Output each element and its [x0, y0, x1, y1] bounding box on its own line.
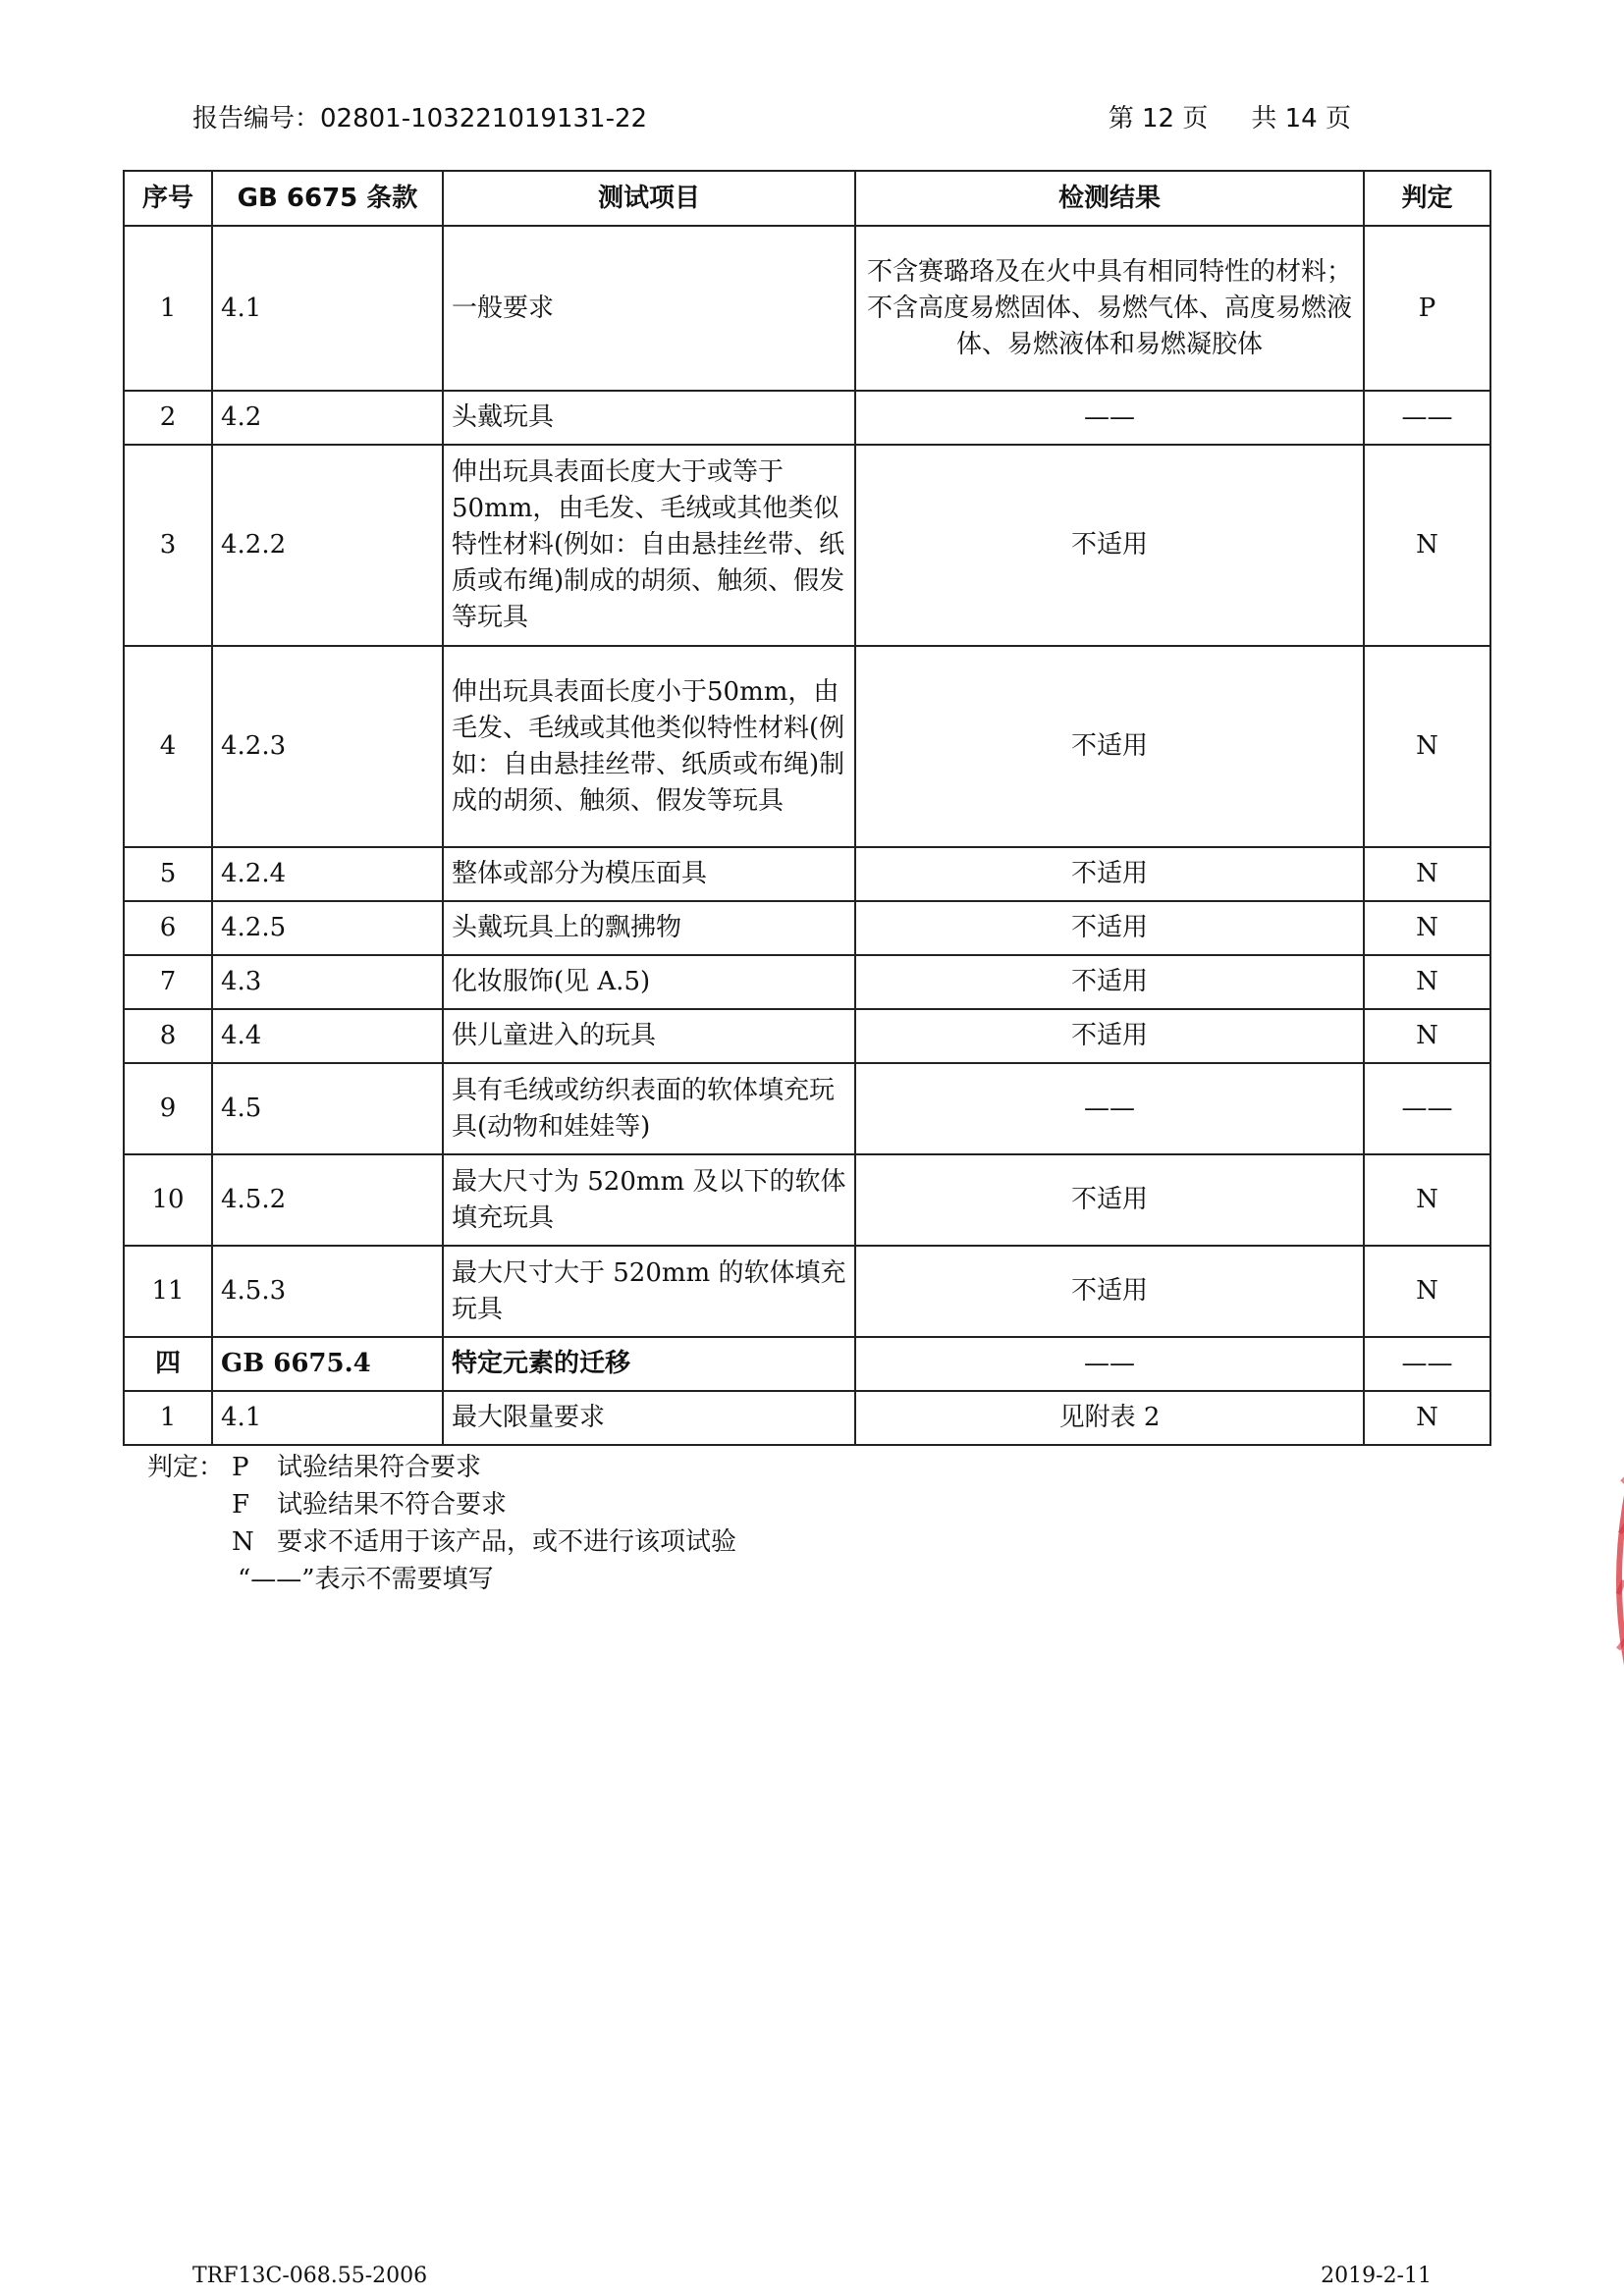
- cell-no: 1: [124, 226, 212, 391]
- table-row: [124, 1063, 1490, 1154]
- cell-no: 6: [124, 901, 212, 955]
- table-header-row: [124, 171, 1490, 226]
- cell-clause: 4.5.2: [212, 1154, 443, 1246]
- footer-date: 2019-2-11: [1321, 2264, 1432, 2288]
- cell-no: 10: [124, 1154, 212, 1246]
- section-row: [124, 1337, 1490, 1391]
- cell-item: 最大限量要求: [443, 1391, 855, 1445]
- cell-item: 整体或部分为模压面具: [443, 847, 855, 901]
- cell-result: 见附表 2: [855, 1391, 1364, 1445]
- cell-result: 不适用: [855, 1154, 1364, 1246]
- legend-note: “——”表示不需要填写: [238, 1565, 494, 1594]
- cell-result: [855, 226, 1364, 391]
- table-row: [124, 955, 1490, 1009]
- cell-no: 2: [124, 391, 212, 445]
- column-header-item: 测试项目: [443, 171, 855, 226]
- cell-result: 不适用: [855, 847, 1364, 901]
- legend-code: N: [232, 1527, 254, 1557]
- cell-clause: 4.1: [212, 1391, 443, 1445]
- cell-judge: N: [1364, 1391, 1490, 1445]
- page-header: [192, 98, 1351, 137]
- column-header-judge: 判定: [1364, 171, 1490, 226]
- column-header-no: 序号: [124, 171, 212, 226]
- table-row: [124, 445, 1490, 646]
- page-info: [1109, 98, 1351, 134]
- cell-item: 头戴玩具上的飘拂物: [443, 901, 855, 955]
- cell-no: 四: [124, 1337, 212, 1391]
- cell-result: 不适用: [855, 445, 1364, 646]
- table-row: [124, 226, 1490, 391]
- cell-judge: ——: [1364, 1337, 1490, 1391]
- cell-no: 4: [124, 646, 212, 847]
- cell-item: 特定元素的迁移: [443, 1337, 855, 1391]
- table-row: [124, 847, 1490, 901]
- cell-clause: 4.1: [212, 226, 443, 391]
- page-number: 第 12 页: [1108, 104, 1209, 133]
- column-header-clause: GB 6675 条款: [212, 171, 443, 226]
- legend-prefix: 判定：: [147, 1453, 225, 1482]
- cell-result: 不适用: [855, 955, 1364, 1009]
- cell-item: 伸出玩具表面长度小于50mm，由毛发、毛绒或其他类似特性材料(例如：自由悬挂丝带、纸质或布绳)制成的胡须、触须、假发等玩具: [443, 646, 855, 847]
- legend-code: P: [232, 1453, 249, 1482]
- table-row: [124, 646, 1490, 847]
- cell-clause: GB 6675.4: [212, 1337, 443, 1391]
- table-row: [124, 1391, 1490, 1445]
- cell-clause: 4.2.5: [212, 901, 443, 955]
- table-row: [124, 391, 1490, 445]
- cell-clause: 4.2.2: [212, 445, 443, 646]
- cell-item: 一般要求: [443, 226, 855, 391]
- cell-result: ——: [855, 1063, 1364, 1154]
- cell-clause: 4.4: [212, 1009, 443, 1063]
- report-number: 报告编号：02801-103221019131-22: [192, 104, 648, 133]
- table-row: [124, 901, 1490, 955]
- cell-judge: N: [1364, 901, 1490, 955]
- cell-result: 不适用: [855, 1009, 1364, 1063]
- table-row: [124, 1246, 1490, 1337]
- page-total: 共 14 页: [1251, 104, 1351, 133]
- cell-no: 9: [124, 1063, 212, 1154]
- cell-judge: N: [1364, 646, 1490, 847]
- cell-no: 3: [124, 445, 212, 646]
- cell-judge: ——: [1364, 1063, 1490, 1154]
- cell-item: 最大尺寸大于 520mm 的软体填充玩具: [443, 1246, 855, 1337]
- cell-clause: 4.3: [212, 955, 443, 1009]
- form-number: TRF13C-068.55-2006: [192, 2264, 428, 2288]
- cell-item: 伸出玩具表面长度大于或等于50mm，由毛发、毛绒或其他类似特性材料(例如：自由悬挂丝带、纸质或布绳)制成的胡须、触须、假发等玩具: [443, 445, 855, 646]
- cell-judge: N: [1364, 445, 1490, 646]
- cell-clause: 4.5: [212, 1063, 443, 1154]
- cell-no: 5: [124, 847, 212, 901]
- result-line: 不含高度易燃固体、易燃气体、高度易燃液体、易燃液体和易燃凝胶体: [866, 293, 1352, 359]
- cell-result: 不适用: [855, 901, 1364, 955]
- cell-result: 不适用: [855, 646, 1364, 847]
- legend-text: 要求不适用于该产品，或不进行该项试验: [277, 1527, 737, 1557]
- judgement-legend: [147, 1449, 736, 1598]
- cell-clause: 4.5.3: [212, 1246, 443, 1337]
- test-results-table: [123, 170, 1491, 1446]
- legend-text: 试验结果不符合要求: [277, 1490, 508, 1520]
- cell-item: 供儿童进入的玩具: [443, 1009, 855, 1063]
- cell-judge: N: [1364, 847, 1490, 901]
- column-header-result: 检测结果: [855, 171, 1364, 226]
- cell-item: 头戴玩具: [443, 391, 855, 445]
- cell-clause: 4.2: [212, 391, 443, 445]
- cell-judge: N: [1364, 1154, 1490, 1246]
- cell-judge: N: [1364, 1009, 1490, 1063]
- cell-no: 7: [124, 955, 212, 1009]
- red-seal-stamp-icon: [1589, 1443, 1624, 1718]
- cell-judge: N: [1364, 1246, 1490, 1337]
- cell-clause: 4.2.3: [212, 646, 443, 847]
- cell-judge: P: [1364, 226, 1490, 391]
- cell-item: 最大尺寸为 520mm 及以下的软体填充玩具: [443, 1154, 855, 1246]
- legend-item: [147, 1449, 736, 1486]
- cell-result: ——: [855, 391, 1364, 445]
- result-line: 不含赛璐珞及在火中具有相同特性的材料；: [866, 256, 1352, 287]
- cell-item: 具有毛绒或纺织表面的软体填充玩具(动物和娃娃等): [443, 1063, 855, 1154]
- legend-text: 试验结果符合要求: [277, 1453, 482, 1482]
- cell-clause: 4.2.4: [212, 847, 443, 901]
- cell-judge: N: [1364, 955, 1490, 1009]
- cell-judge: ——: [1364, 391, 1490, 445]
- legend-note-row: [147, 1561, 736, 1598]
- cell-no: 1: [124, 1391, 212, 1445]
- table-row: [124, 1154, 1490, 1246]
- cell-no: 8: [124, 1009, 212, 1063]
- legend-code: F: [232, 1490, 250, 1520]
- cell-no: 11: [124, 1246, 212, 1337]
- legend-item: [147, 1523, 736, 1561]
- table-row: [124, 1009, 1490, 1063]
- legend-item: [147, 1486, 736, 1523]
- cell-result: 不适用: [855, 1246, 1364, 1337]
- cell-item: 化妆服饰(见 A.5): [443, 955, 855, 1009]
- cell-result: ——: [855, 1337, 1364, 1391]
